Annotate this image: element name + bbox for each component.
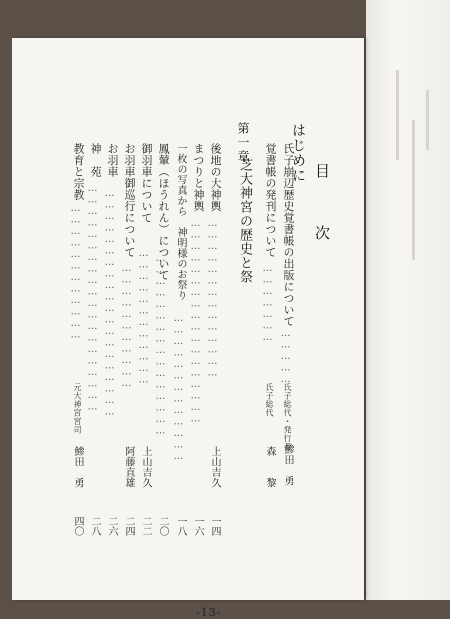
entry-2-title: まつりと神輿 (192, 143, 205, 212)
entry-6-title: お羽車御巡行について (123, 143, 136, 258)
intro-heading: はじめに (290, 123, 306, 183)
entry-2-page: 一六 (192, 516, 203, 536)
intro-entry-1-author: 鯵田 勇 (282, 444, 293, 486)
entry-1-title: 後地の大神輿 (209, 143, 222, 212)
entry-4-title: 鳳輦（ほうれん）について (157, 143, 170, 281)
entry-8-title: 神 苑 (89, 143, 102, 178)
intro-entry-1-title: 氏子崩辺歴史覚書帳の出版について (282, 143, 295, 327)
entry-3-title: 一枚の写真から 神明様のお祭り (175, 143, 186, 301)
next-page-edge (366, 0, 450, 600)
entry-3-page: 一八 (175, 516, 186, 536)
toc-title: 目 次 (313, 163, 331, 256)
toc-page: 目 次 はじめに 氏子崩辺歴史覚書帳の出版について …………… 氏子総代・発行者 鯵田 勇 覚書帳の発刊について ………………… 氏子総代 森 黎 第一章 芝大神宮の歴史と祭 後地の大神輿 …………………………………… 上山吉久 一四 まつりと神輿 ……………………………………………… 一六 一枚の写真から 神明様のお祭り ………………………………… 一八 鳳輦（ほうれん）について ………………………………………… 二〇 御羽車について ……………………………… 上山吉久 二二 お羽車御巡行について …………………………… 阿藤直雄 二四 お羽車 …………………………………………………… 二六 神 苑 …………………………………………………… 二八 教育と宗教 ……………………………… 元大神宮宮司 鯵田 勇 四〇 -13- (12, 38, 364, 600)
intro-entry-2-role: 氏子総代 (265, 383, 274, 417)
entry-9-author: 鯵田 勇 (72, 446, 83, 488)
entry-1-page: 一四 (209, 516, 220, 536)
page-number: -13- (196, 606, 222, 619)
intro-entry-1-role: 氏子総代・発行者 (283, 383, 292, 451)
chapter-number: 第一章 (236, 122, 250, 164)
entry-1-author: 上山吉久 (209, 446, 220, 488)
chapter-title: 芝大神宮の歴史と祭 (237, 158, 252, 284)
entry-9-page: 四〇 (72, 516, 83, 536)
intro-entry-2-author: 森 黎 (264, 446, 275, 488)
entry-9-title: 教育と宗教 (72, 143, 85, 201)
entry-4-page: 二〇 (157, 516, 168, 536)
entry-5-author: 上山吉久 (140, 446, 151, 488)
entry-8-page: 二八 (89, 516, 100, 536)
entry-5-page: 二二 (140, 516, 151, 536)
entry-6-page: 二四 (123, 516, 134, 536)
intro-entry-2-title: 覚書帳の発刊について (264, 143, 277, 258)
entry-9-role: 元大神宮宮司 (73, 383, 82, 434)
entry-6-author: 阿藤直雄 (123, 446, 134, 488)
entry-5-title: 御羽車について (140, 143, 153, 224)
entry-7-title: お羽車 (106, 143, 119, 178)
entry-7-page: 二六 (106, 516, 117, 536)
